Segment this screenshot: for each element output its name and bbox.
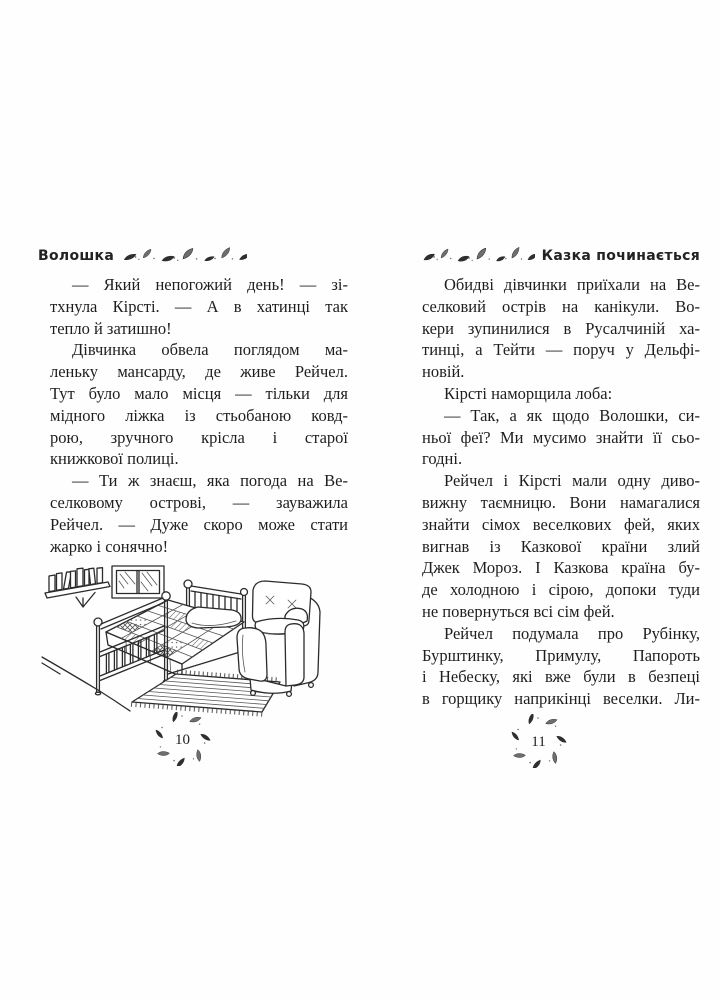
text-line: де холодною і сірою, допоки туди — [422, 580, 700, 600]
left-running-head — [38, 246, 338, 266]
text-line: селковому острові, — зауважила — [50, 492, 348, 512]
text-line: знайти сімох веселкових фей, яких — [422, 514, 700, 534]
left-page-number: 10 — [175, 732, 190, 748]
right-page-number: 11 — [531, 734, 546, 750]
text-line: Рейчел подумала про Рубінку, — [444, 623, 700, 643]
left-page-text — [50, 274, 348, 557]
text-line: вижну таємницю. Вони намагалися — [422, 492, 700, 512]
text-line: і Небеску, які вже були в безпеці — [422, 667, 700, 687]
text-line: — Який непогожий день! — зі- — [72, 275, 348, 294]
paragraph — [422, 274, 700, 383]
paragraph — [422, 623, 700, 710]
text-line: в горщику наприкінці веселки. Ли- — [422, 689, 700, 709]
right-running-head-title: Казка починається — [541, 248, 700, 264]
text-line: годні. — [422, 449, 463, 469]
text-line: леньку мансарду, де живе Рейчел. — [50, 362, 348, 382]
text-line: — Ти ж знаєш, яка погода на Ве- — [72, 471, 348, 491]
right-running-head — [421, 246, 700, 266]
paragraph — [50, 274, 348, 339]
paragraph — [50, 470, 348, 557]
text-line: не повернуться всі сім фей. — [422, 601, 615, 621]
leaf-ornament-row-icon — [421, 246, 535, 266]
text-line: Обидві дівчинки приїхали на Ве- — [444, 275, 700, 294]
text-line: новій. — [422, 362, 465, 382]
text-line: тхнула Кірсті. — А в хатинці так — [50, 296, 348, 316]
paragraph — [422, 383, 700, 405]
text-line: вигнав із Казкової країни злий — [422, 536, 700, 556]
text-line: Дівчинка обвела поглядом ма- — [72, 340, 348, 360]
text-line: селковий острів на канікули. Во- — [422, 296, 700, 316]
window-drawing — [112, 566, 164, 598]
left-running-head-title: Волошка — [38, 248, 115, 264]
paragraph — [50, 339, 348, 470]
text-line: рою, зручного крісла і старої — [50, 427, 348, 447]
text-line: тинці, а Тейти — поруч у Дельфі- — [422, 340, 700, 360]
text-line: мідного ліжка із стьобаною ковд- — [50, 405, 348, 425]
bedroom-illustration — [40, 560, 335, 722]
text-line: Тут було мало місця — тільки для — [50, 383, 348, 403]
text-line: ньої феї? Ми мусимо знайти її сьо- — [422, 427, 700, 447]
page-number-ornament-right — [509, 714, 567, 768]
pillow — [186, 607, 241, 628]
text-line: — Так, а як щодо Волошки, си- — [444, 405, 700, 425]
text-line: Рейчел і Кірсті мали одну диво- — [444, 471, 700, 491]
text-line: книжкової полиці. — [50, 449, 179, 469]
text-line: Рейчел. — Дуже скоро може стати — [50, 514, 348, 534]
leaf-ornament-row-icon — [121, 246, 247, 266]
paragraph — [422, 405, 700, 470]
right-page-text — [422, 274, 700, 710]
paragraph — [422, 470, 700, 623]
armchair-drawing — [237, 581, 320, 696]
text-line: жарко і сонячно! — [50, 536, 169, 556]
text-line: Бурштинку, Примулу, Папороть — [422, 645, 700, 665]
bookshelf-drawing — [45, 568, 110, 607]
text-line: тепло й затишно! — [50, 318, 172, 338]
page-number-ornament-left — [153, 712, 211, 766]
text-line: кери зупинилися в Русалчиній ха- — [422, 318, 700, 338]
text-line: Джек Мороз. І Казкова країна бу- — [422, 558, 700, 578]
text-line: Кірсті наморщила лоба: — [444, 383, 613, 403]
